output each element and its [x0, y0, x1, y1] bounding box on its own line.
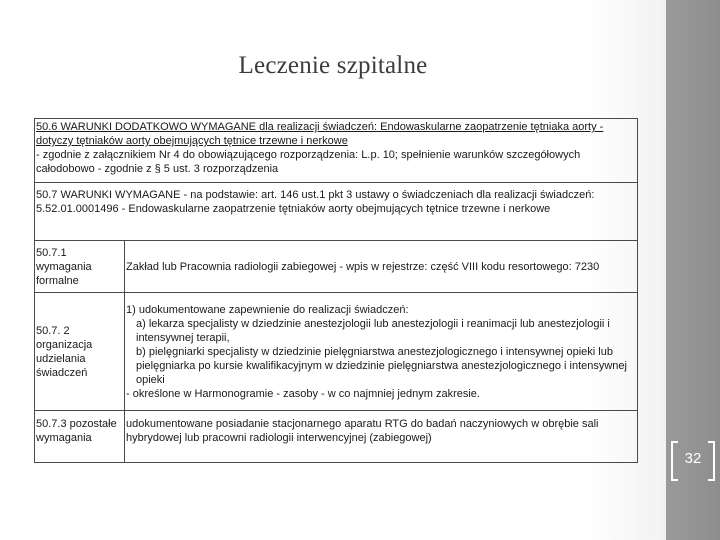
requirements-table	[34, 118, 638, 463]
page-number: 32	[684, 450, 702, 467]
cell-50-6	[35, 119, 638, 183]
table-row-50-7-2	[35, 293, 638, 411]
text-50-7: 50.7 WARUNKI WYMAGANE - na podstawie: art. 146 ust.1 pkt 3 ustawy o świadczeniach dla realizacji świadczeń: 5.52.01.0001496 - Endowaskularne zaopatrzenie tętniaków aorty obejmujących tętnice trzewne i nerkowe	[36, 189, 595, 215]
value-50-7-2	[125, 293, 638, 411]
label-50-7-1: 50.7.1 wymagania formalne	[35, 241, 125, 293]
table-row-50-7	[35, 183, 638, 241]
body-50-6: - zgodnie z załącznikiem Nr 4 do obowiązującego rozporządzenia: L.p. 10; spełnienie warunków szczegółowych całodobowo - zgodnie z § 5 ust. 3 rozporządzenia	[36, 149, 581, 175]
cell-50-7	[35, 183, 638, 241]
heading-50-6: 50.6 WARUNKI DODATKOWO WYMAGANE dla realizacji świadczeń: Endowaskularne zaopatrzenie tętniaka aorty - dotyczy tętniaków aorty obejmujących tętnice trzewne i nerkowe	[36, 121, 604, 147]
table-row-50-6	[35, 119, 638, 183]
label-50-7-3: 50.7.3 pozostałe wymagania	[35, 411, 125, 463]
line-50-7-2-1: 1) udokumentowane zapewnienie do realizacji świadczeń:	[126, 303, 409, 316]
label-50-7-2: 50.7. 2 organizacja udzielania świadczeń	[35, 293, 125, 411]
line-50-7-2-a: a) lekarza specjalisty w dziedzinie anestezjologii lub anestezjologii i reanimacji lub anestezjologii i intensywnej terapii,	[136, 317, 610, 344]
value-50-7-3: udokumentowane posiadanie stacjonarnego aparatu RTG do badań naczyniowych w obrębie sali hybrydowej lub pracowni radiologii interwencyjnej (zabiegowej)	[125, 411, 638, 463]
value-50-7-1: Zakład lub Pracownia radiologii zabiegowej - wpis w rejestrze: część VIII kodu resortowego: 7230	[125, 241, 638, 293]
line-50-7-2-b: b) pielęgniarki specjalisty w dziedzinie pielęgniarstwa anestezjologicznego i intensywnej opieki lub pielęgniarka po kursie kwalifikacyjnym w dziedzinie pielęgniarstwa anestezjologicznego i intensywnej opieki	[136, 345, 627, 386]
table-row-50-7-3	[35, 411, 638, 463]
slide-title: Leczenie szpitalne	[238, 52, 428, 79]
line-50-7-2-summary: - określone w Harmonogramie - zasoby - w co najmniej jednym zakresie.	[126, 387, 480, 400]
table-row-50-7-1	[35, 241, 638, 293]
page-number-badge	[668, 440, 718, 482]
